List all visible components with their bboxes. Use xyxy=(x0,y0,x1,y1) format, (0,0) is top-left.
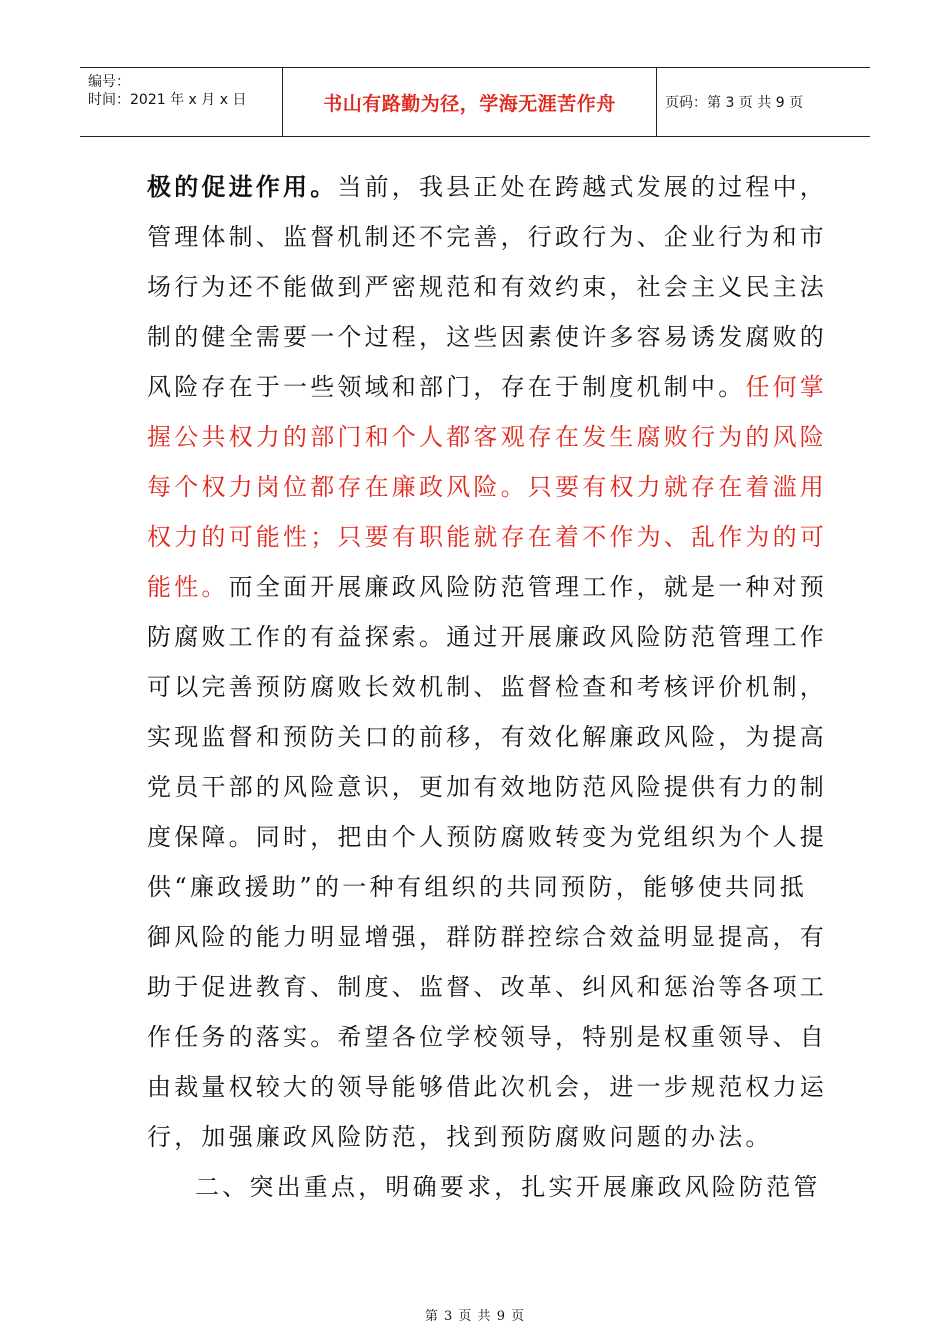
text-line: 作任务的落实。希望各位学校领导，特别是权重领导、自 xyxy=(147,1023,827,1051)
text-line: 度保障。同时，把由个人预防腐败转变为党组织为个人提 xyxy=(147,823,827,851)
header-page-info: 页码：第 3 页 共 9 页 xyxy=(665,95,804,111)
page-footer: 第 3 页 共 9 页 xyxy=(424,1309,526,1324)
text-line xyxy=(147,162,828,212)
document-body xyxy=(147,162,828,1212)
text-line: 制的健全需要一个过程，这些因素使许多容易诱发腐败的 xyxy=(147,323,827,351)
text-span: 风险存在于一些领域和部门，存在于制度机制中。 xyxy=(147,373,746,401)
highlighted-line: 每个权力岗位都存在廉政风险。只要有权力就存在着滥用 xyxy=(147,473,827,501)
highlighted-text: 能性。 xyxy=(147,573,229,601)
highlighted-text: 任何掌 xyxy=(745,373,828,401)
text-line: 实现监督和预防关口的前移，有效化解廉政风险，为提高 xyxy=(147,723,827,751)
header-motto: 书山有路勤为径，学海无涯苦作舟 xyxy=(323,92,616,115)
text-line: 供“廉政援助”的一种有组织的共同预防，能够使共同抵 xyxy=(147,873,807,901)
text-span: 而全面开展廉政风险防范管理工作，就是一种对预 xyxy=(228,573,828,601)
section-heading-line: 二、突出重点，明确要求，扎实开展廉政风险防范管 xyxy=(195,1173,821,1201)
header-meta xyxy=(80,68,283,136)
highlighted-line: 权力的可能性；只要有职能就存在着不作为、乱作为的可 xyxy=(147,523,827,551)
text-line: 场行为还不能做到严密规范和有效约束，社会主义民主法 xyxy=(147,273,827,301)
header-time-label: 时间：2021 年 x 月 x 日 xyxy=(88,92,247,108)
text-line: 行，加强廉政风险防范，找到预防腐败问题的办法。 xyxy=(147,1123,773,1151)
text-span: 当前，我县正处在跨越式发展的过程中， xyxy=(337,173,828,201)
text-line: 党员干部的风险意识，更加有效地防范风险提供有力的制 xyxy=(147,773,827,801)
text-line: 由裁量权较大的领导能够借此次机会，进一步规范权力运 xyxy=(147,1073,827,1101)
highlighted-line: 握公共权力的部门和个人都客观存在发生腐败行为的风险 xyxy=(147,423,827,451)
text-line: 御风险的能力明显增强，群防群控综合效益明显提高，有 xyxy=(147,923,827,951)
text-line xyxy=(147,562,828,612)
header-page-cell xyxy=(657,68,870,136)
text-line xyxy=(147,362,828,412)
text-line: 防腐败工作的有益探索。通过开展廉政风险防范管理工作 xyxy=(147,623,827,651)
header-motto-cell xyxy=(283,68,657,136)
text-line: 助于促进教育、制度、监督、改革、纠风和惩治等各项工 xyxy=(147,973,827,1001)
header-number-label: 编号： xyxy=(88,74,130,90)
page-header xyxy=(80,67,870,137)
bold-phrase: 极的促进作用。 xyxy=(147,172,338,201)
text-line: 管理体制、监督机制还不完善，行政行为、企业行为和市 xyxy=(147,223,827,251)
text-line: 可以完善预防腐败长效机制、监督检查和考核评价机制， xyxy=(147,673,827,701)
